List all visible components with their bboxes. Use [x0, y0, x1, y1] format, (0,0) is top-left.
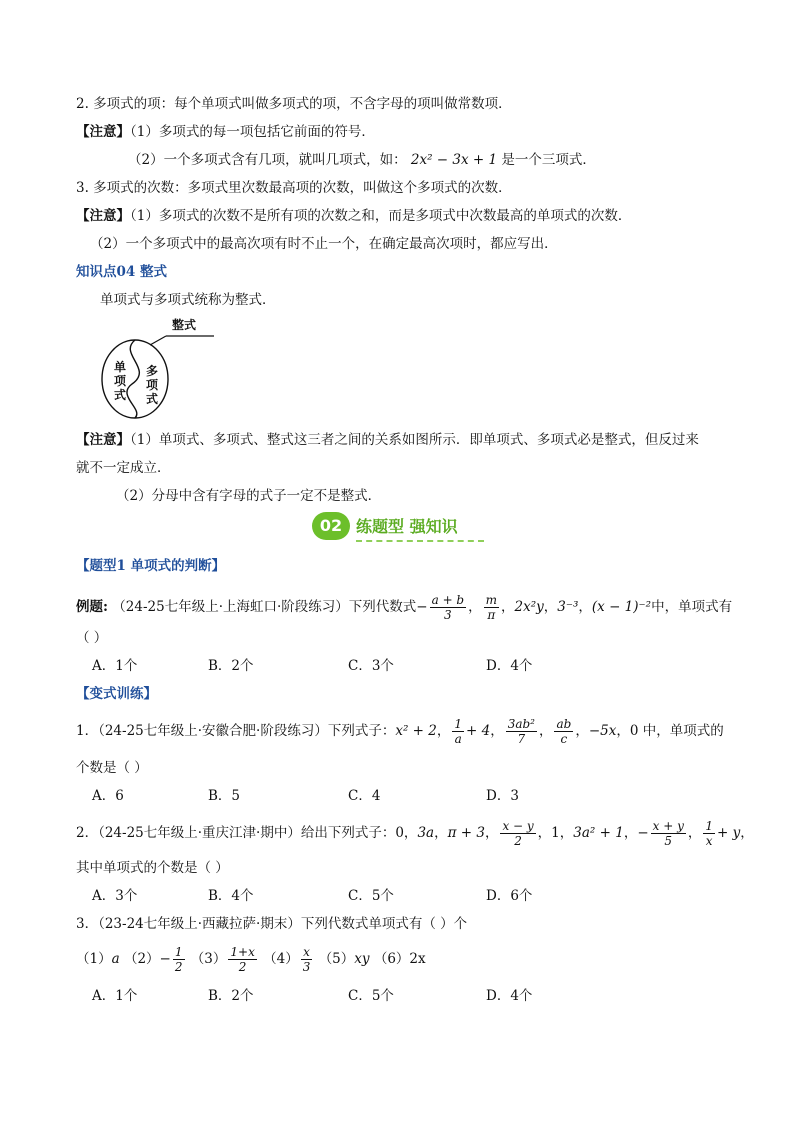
- denominator: 2: [238, 960, 247, 974]
- note-text: 是一个三项式．: [501, 152, 596, 168]
- fraction: [452, 717, 464, 746]
- denominator: 7: [517, 732, 526, 746]
- math-sign: −: [159, 951, 171, 967]
- numerator: 1: [454, 717, 462, 731]
- section-3-text: 3. 多项式的次数：多项式里次数最高项的次数，叫做这个多项式的次数．: [76, 180, 512, 196]
- note-label: 【注意】: [76, 432, 130, 448]
- math-expr: π + 3: [447, 825, 485, 841]
- note-2-a: [76, 206, 631, 226]
- option-c[interactable]: C．3个: [348, 658, 394, 674]
- fraction: [484, 593, 499, 622]
- diagram-char: 项: [146, 378, 159, 392]
- numerator: 3ab²: [507, 717, 535, 731]
- leader-line: [150, 336, 166, 345]
- note-2-b: （2）一个多项式中的最高次项有时不止一个，在确定最高次项时，都应写出．: [90, 236, 558, 252]
- denominator: a: [454, 732, 462, 746]
- math-expr: + 4: [466, 723, 491, 739]
- diagram-char: 单: [114, 360, 127, 374]
- numerator: 1: [174, 945, 183, 959]
- denominator: 2: [514, 834, 522, 848]
- banner-underline: [356, 540, 484, 542]
- numerator: 1: [705, 819, 713, 833]
- diagram-label-integral: 整式: [172, 318, 197, 332]
- option-c[interactable]: C．4: [348, 788, 381, 804]
- example-paren: （ ）: [76, 630, 108, 646]
- denominator: π: [487, 608, 496, 622]
- fraction: [651, 819, 686, 848]
- banner-number: 02: [312, 512, 350, 540]
- option-d[interactable]: D．4个: [486, 988, 533, 1004]
- diagram-char: 项: [114, 374, 127, 388]
- math-sign: −: [416, 599, 428, 615]
- outer-ellipse: [102, 340, 168, 418]
- item-number: （2）: [123, 951, 160, 967]
- diagram-label-monomial: [114, 360, 126, 402]
- item-number: （6）: [373, 951, 410, 967]
- note-text: （1）多项式的每一项包括它前面的符号．: [130, 124, 375, 140]
- math-expr: + y: [717, 825, 741, 841]
- question-1: 1．（24-25七年级上·安徽合肥·阶段练习）下列式子：x² + 2， $\frac{1}{a}$ + 4， $\frac{\text{3ab²}}{7}$ ， $\frac{ab}{c}$ ，−5x，0 中，单项式的: [76, 717, 724, 746]
- item-number: （1）: [76, 951, 112, 967]
- numerator: x + y: [652, 819, 684, 833]
- diagram-char: 式: [114, 388, 127, 402]
- option-b[interactable]: B．4个: [208, 888, 254, 904]
- note-text: （1）多项式的次数不是所有项的次数之和，而是多项式中次数最高的单项式的次数．: [130, 208, 632, 224]
- math-sign: −: [637, 825, 649, 841]
- numerator: 1+x: [230, 945, 255, 959]
- question-3: 3．（23-24七年级上·西藏拉萨·期末）下列代数式单项式有（ ）个: [76, 916, 468, 932]
- note-3-b: （2）分母中含有字母的式子一定不是整式．: [116, 488, 382, 504]
- item-number: （3）: [190, 951, 227, 967]
- question-type-1-title: 【题型1 单项式的判断】: [76, 558, 226, 574]
- note-1-a: [76, 122, 375, 142]
- option-a[interactable]: A．1个: [92, 658, 138, 674]
- note-3-a2: 就不一定成立．: [76, 460, 171, 476]
- question-text: 1．（24-25七年级上·安徽合肥·阶段练习）下列式子：: [76, 723, 396, 739]
- integral-expression-diagram: [94, 314, 224, 424]
- numerator: ab: [556, 717, 572, 731]
- numerator: m: [485, 593, 498, 607]
- math-expr: −5x: [588, 723, 617, 739]
- option-c[interactable]: C．5个: [348, 888, 394, 904]
- question-text: 2．（24-25七年级上·重庆江津·期中）给出下列式子：0，: [76, 825, 418, 841]
- fraction: [554, 717, 573, 746]
- fraction: [301, 945, 313, 974]
- fraction: [228, 945, 256, 974]
- math-expr: (x − 1)⁻²: [591, 599, 652, 615]
- math-expr: x² + 2: [395, 723, 437, 739]
- question-1-line2: 个数是（ ）: [76, 760, 148, 776]
- item-number: （4）: [263, 951, 299, 967]
- fraction: [703, 819, 715, 848]
- option-d[interactable]: D．4个: [486, 658, 533, 674]
- option-c[interactable]: C．5个: [348, 988, 394, 1004]
- question-text: ，0 中，单项式的: [616, 723, 724, 739]
- math-expr: a: [111, 951, 120, 967]
- question-text: 中，单项式有: [651, 599, 733, 615]
- note-3-a: [76, 430, 699, 450]
- section-2-text: 2. 多项式的项：每个单项式叫做多项式的项，不含字母的项叫做常数项．: [76, 96, 512, 112]
- math-expr: 3a² + 1: [573, 825, 624, 841]
- option-d[interactable]: D．6个: [486, 888, 533, 904]
- banner-text: 练题型 强知识: [356, 517, 458, 536]
- diagram-char: 多: [146, 364, 159, 378]
- note-text: （2）一个多项式含有几项，就叫几项式，如：: [128, 152, 407, 168]
- diagram-char: 式: [146, 392, 159, 406]
- example-question: 例题: （24-25七年级上·上海虹口·阶段练习）下列代数式− $\frac{a + b}{3}$ ， $\frac{m}{\pi}$ ，2x²y，3⁻³，(x − 1)⁻²中，单项式有: [76, 593, 733, 622]
- fraction: [506, 717, 537, 746]
- question-text: （24-25七年级上·上海虹口·阶段练习）下列代数式: [112, 599, 417, 615]
- numerator: a + b: [431, 593, 465, 607]
- example-label: 例题:: [76, 599, 108, 615]
- variant-training-title: 【变式训练】: [76, 686, 157, 702]
- option-d[interactable]: D．3: [486, 788, 519, 804]
- note-1-b: [128, 150, 596, 170]
- math-expr: 2x²y: [514, 599, 544, 615]
- denominator: 3: [444, 608, 452, 622]
- denominator: 2: [174, 960, 183, 974]
- note-label: 【注意】: [76, 208, 130, 224]
- section-banner: [312, 512, 484, 542]
- option-a[interactable]: A．1个: [92, 988, 138, 1004]
- math-expr: 1: [551, 825, 560, 841]
- knowledge-point-04-body: 单项式与多项式统称为整式．: [100, 292, 276, 308]
- math-expr: 2x² − 3x + 1: [410, 152, 498, 168]
- fraction: [173, 945, 185, 974]
- option-a[interactable]: A．6: [92, 788, 124, 804]
- option-b[interactable]: B．5: [208, 788, 241, 804]
- divider-curve: [127, 340, 139, 418]
- math-expr: xy: [354, 951, 370, 967]
- denominator: x: [705, 834, 713, 848]
- option-a[interactable]: A．3个: [92, 888, 138, 904]
- question-2: 2．（24-25七年级上·重庆江津·期中）给出下列式子：0，3a，π + 3， $\frac{x - y}{2}$ ，1，3a² + 1，− $\frac{x + y}{5}$ ， $\frac{1}{x}$ + y，: [76, 819, 754, 848]
- question-2-line2: 其中单项式的个数是（ ）: [76, 860, 229, 876]
- denominator: 5: [664, 834, 673, 848]
- denominator: c: [560, 732, 568, 746]
- fraction: [500, 819, 535, 848]
- question-3-items: [76, 944, 426, 974]
- option-b[interactable]: B．2个: [208, 658, 254, 674]
- numerator: x − y: [502, 819, 534, 833]
- diagram-label-polynomial: [146, 364, 158, 406]
- math-expr: 3a: [417, 825, 435, 841]
- option-b[interactable]: B．2个: [208, 988, 254, 1004]
- math-expr: 2x: [409, 951, 426, 967]
- fraction: [430, 593, 467, 622]
- denominator: 3: [302, 960, 311, 974]
- note-label: 【注意】: [76, 124, 130, 140]
- numerator: x: [301, 945, 313, 960]
- item-number: （5）: [318, 951, 355, 967]
- knowledge-point-04-title: 知识点04 整式: [76, 264, 167, 280]
- note-text: （1）单项式、多项式、整式这三者之间的关系如图所示．即单项式、多项式必是整式，但反过来: [130, 432, 699, 448]
- math-expr: 3⁻³: [557, 599, 579, 615]
